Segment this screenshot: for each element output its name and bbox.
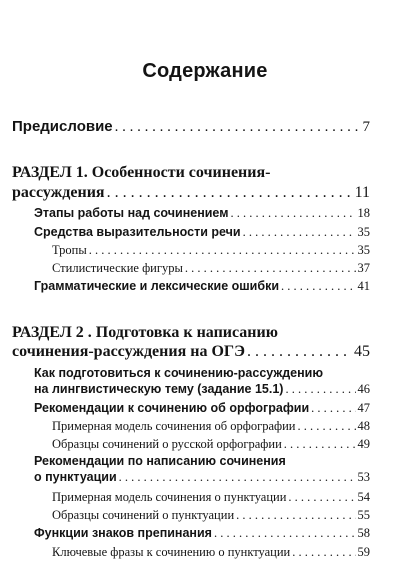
toc-page-number: 53 xyxy=(357,470,370,484)
toc-entry xyxy=(34,279,370,294)
toc-label: Грамматические и лексические ошибки xyxy=(34,279,280,293)
toc-entry-section-2 xyxy=(12,343,370,361)
toc-page-number: 54 xyxy=(357,490,370,504)
toc-label: на лингвистическую тему (задание 15.1) xyxy=(34,382,284,396)
dot-leader xyxy=(281,279,355,294)
toc-page-number: 35 xyxy=(357,243,370,257)
dot-leader xyxy=(284,437,356,452)
dot-leader xyxy=(89,243,356,258)
toc-page-number: 41 xyxy=(357,279,370,293)
toc-entry-section-1 xyxy=(12,184,370,202)
toc-label: Ключевые фразы к сочинению о пунктуации xyxy=(52,545,291,559)
toc-entry xyxy=(52,243,370,258)
toc-page-number: 11 xyxy=(354,184,370,201)
dot-leader xyxy=(288,490,355,505)
toc-entry xyxy=(52,261,370,276)
toc-label-line: Как подготовиться к сочинению-рассуждению xyxy=(34,366,324,380)
toc-label: Рекомендации к сочинению об орфографии xyxy=(34,401,310,415)
toc-page-number: 35 xyxy=(357,225,370,239)
toc-page-number: 58 xyxy=(357,526,370,540)
dot-leader xyxy=(298,419,356,434)
toc-label: Примерная модель сочинения об орфографии xyxy=(52,419,296,433)
section-2-heading: РАЗДЕЛ 2 . Подготовка к написанию xyxy=(12,324,278,341)
section-1-heading: РАЗДЕЛ 1. Особенности сочинения- xyxy=(12,164,271,181)
dot-leader xyxy=(285,382,355,397)
toc-page-number: 55 xyxy=(357,508,370,522)
toc-entry xyxy=(52,508,370,523)
toc-entry xyxy=(52,545,370,560)
toc-page-number: 48 xyxy=(357,419,370,433)
toc-entry xyxy=(34,526,370,541)
toc-label: сочинения-рассуждения на ОГЭ xyxy=(12,343,245,360)
dot-leader xyxy=(107,184,353,202)
dot-leader xyxy=(230,206,355,221)
dot-leader xyxy=(185,261,356,276)
toc-label: Функции знаков препинания xyxy=(34,526,212,540)
toc-label: Примерная модель сочинения о пунктуации xyxy=(52,490,287,504)
dot-leader xyxy=(236,508,355,523)
toc-page-number: 47 xyxy=(357,401,370,415)
toc-page-number: 49 xyxy=(357,437,370,451)
toc-label: о пунктуации xyxy=(34,470,117,484)
toc-entry xyxy=(34,382,370,397)
toc-entry xyxy=(34,225,370,240)
toc-page-number: 46 xyxy=(357,382,370,396)
dot-leader xyxy=(311,401,355,416)
page-title: Содержание xyxy=(142,60,268,82)
toc-page-number: 37 xyxy=(357,261,370,275)
toc-label-line: Рекомендации по написанию сочинения xyxy=(34,454,286,468)
toc-label: Предисловие xyxy=(12,118,113,135)
toc-label: Образцы сочинений о пунктуации xyxy=(52,508,235,522)
toc-entry xyxy=(34,206,370,221)
dot-leader xyxy=(243,225,356,240)
toc-label: Стилистические фигуры xyxy=(52,261,183,275)
toc-entry-preface xyxy=(12,118,370,136)
dot-leader xyxy=(292,545,355,560)
toc-entry xyxy=(52,490,370,505)
dot-leader xyxy=(214,526,356,541)
dot-leader xyxy=(247,343,352,361)
toc-entry xyxy=(34,401,370,416)
toc-page-number: 45 xyxy=(354,343,370,360)
toc-label: рассуждения xyxy=(12,184,105,201)
toc-label: Образцы сочинений о русской орфографии xyxy=(52,437,282,451)
toc-label: Этапы работы над сочинением xyxy=(34,206,229,220)
toc-label: Тропы xyxy=(52,243,87,257)
toc-page-number: 7 xyxy=(362,119,370,135)
dot-leader xyxy=(119,470,356,485)
dot-leader xyxy=(115,119,361,136)
toc-entry xyxy=(52,437,370,452)
toc-label: Средства выразительности речи xyxy=(34,225,241,239)
toc-page-number: 59 xyxy=(357,545,370,559)
toc-entry xyxy=(52,419,370,434)
toc-page-number: 18 xyxy=(357,206,370,220)
toc-entry xyxy=(34,470,370,485)
